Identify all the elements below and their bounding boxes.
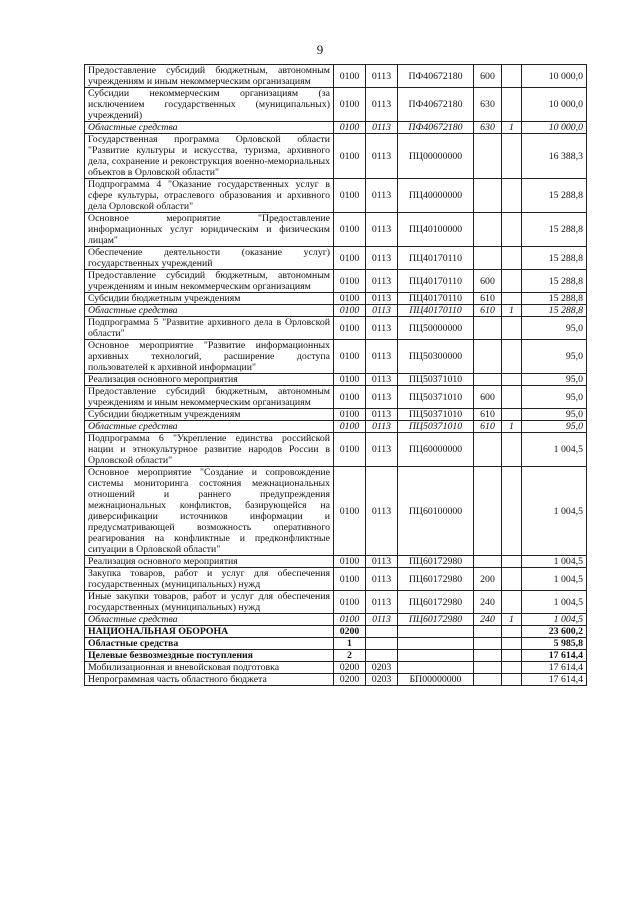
table-row — [85, 179, 587, 213]
section-code: 0100 — [334, 88, 366, 122]
amount: 5 985,8 — [522, 638, 587, 650]
amount: 95,0 — [522, 409, 587, 421]
row-description: Подпрограмма 5 "Развитие архивного дела в Орловской области" — [85, 317, 334, 340]
oblast-funds-row — [85, 122, 587, 134]
expense-type-code — [474, 340, 502, 374]
funding-source-code: 1 — [502, 614, 522, 626]
expense-type-code — [474, 247, 502, 270]
funding-source-code — [502, 650, 522, 662]
expense-type-code: 630 — [474, 122, 502, 134]
target-article-code: ПФ40672180 — [398, 65, 474, 88]
expense-type-code: 240 — [474, 614, 502, 626]
target-article-code: ПЦ60172980 — [398, 556, 474, 568]
amount: 10 000,0 — [522, 65, 587, 88]
subsection-code: 0113 — [366, 305, 398, 317]
section-code: 0200 — [334, 674, 366, 686]
section-code: 0100 — [334, 591, 366, 614]
amount: 17 614,4 — [522, 674, 587, 686]
row-description: Реализация основного мероприятия — [85, 556, 334, 568]
row-description: Реализация основного мероприятия — [85, 374, 334, 386]
funding-source-code — [502, 270, 522, 293]
row-description: Областные средства — [85, 122, 334, 134]
table-row — [85, 674, 587, 686]
table-row — [85, 568, 587, 591]
funding-source-code: 1 — [502, 421, 522, 433]
expense-type-code — [474, 674, 502, 686]
row-description: Целевые безвозмездные поступления — [85, 650, 334, 662]
amount: 95,0 — [522, 317, 587, 340]
subsection-code: 0113 — [366, 374, 398, 386]
table-row — [85, 556, 587, 568]
target-article-code — [398, 650, 474, 662]
funding-source-code — [502, 134, 522, 179]
funding-source-code — [502, 662, 522, 674]
section-code: 2 — [334, 650, 366, 662]
target-article-code: ПЦ60000000 — [398, 433, 474, 467]
section-code: 0100 — [334, 374, 366, 386]
row-description: Областные средства — [85, 305, 334, 317]
subsection-code: 0113 — [366, 421, 398, 433]
funding-source-code — [502, 340, 522, 374]
row-description: Областные средства — [85, 421, 334, 433]
funding-source-code — [502, 638, 522, 650]
funding-source-code — [502, 467, 522, 556]
table-row — [85, 662, 587, 674]
subsection-code: 0113 — [366, 65, 398, 88]
amount: 95,0 — [522, 386, 587, 409]
amount: 16 388,3 — [522, 134, 587, 179]
row-description: Мобилизационная и вневойсковая подготовка — [85, 662, 334, 674]
row-description: Предоставление субсидий бюджетным, автономным учреждениям и иным некоммерческим организациям — [85, 386, 334, 409]
row-description: Областные средства — [85, 638, 334, 650]
target-article-code: ПЦ60172980 — [398, 568, 474, 591]
subsection-code: 0113 — [366, 556, 398, 568]
section-code: 0100 — [334, 122, 366, 134]
table-row — [85, 409, 587, 421]
funding-source-code — [502, 293, 522, 305]
section-code: 0100 — [334, 179, 366, 213]
amount: 1 004,5 — [522, 467, 587, 556]
section-code: 0100 — [334, 556, 366, 568]
subsection-code: 0113 — [366, 568, 398, 591]
section-code: 0100 — [334, 270, 366, 293]
table-row — [85, 467, 587, 556]
target-article-code: ПЦ40170110 — [398, 293, 474, 305]
amount: 15 288,8 — [522, 213, 587, 247]
table-row — [85, 88, 587, 122]
table-row — [85, 134, 587, 179]
amount: 1 004,5 — [522, 614, 587, 626]
target-article-code: ПЦ50371010 — [398, 409, 474, 421]
expense-type-code — [474, 213, 502, 247]
subsection-code: 0113 — [366, 591, 398, 614]
subsection-code — [366, 650, 398, 662]
table-row — [85, 293, 587, 305]
subsection-code: 0113 — [366, 122, 398, 134]
section-code: 0100 — [334, 247, 366, 270]
target-article-code: ПЦ50371010 — [398, 421, 474, 433]
subsection-code: 0113 — [366, 213, 398, 247]
table-row — [85, 433, 587, 467]
expense-type-code: 610 — [474, 293, 502, 305]
row-description: Предоставление субсидий бюджетным, автономным учреждениям и иным некоммерческим организациям — [85, 270, 334, 293]
target-article-code: ПЦ40170110 — [398, 270, 474, 293]
target-article-code: ПФ40672180 — [398, 88, 474, 122]
expense-type-code: 630 — [474, 88, 502, 122]
row-description: Субсидии некоммерческим организациям (за исключением государственных (муниципальных) учреждений) — [85, 88, 334, 122]
row-description: Областные средства — [85, 614, 334, 626]
expense-type-code: 610 — [474, 409, 502, 421]
section-code: 0100 — [334, 65, 366, 88]
amount: 10 000,0 — [522, 122, 587, 134]
funding-source-code: 1 — [502, 305, 522, 317]
summary-row — [85, 650, 587, 662]
amount: 17 614,4 — [522, 650, 587, 662]
section-code: 0100 — [334, 467, 366, 556]
subsection-code: 0113 — [366, 433, 398, 467]
subsection-code: 0113 — [366, 247, 398, 270]
amount: 1 004,5 — [522, 568, 587, 591]
target-article-code: ПЦ40000000 — [398, 179, 474, 213]
amount: 15 288,8 — [522, 179, 587, 213]
budget-table — [84, 64, 587, 686]
subsection-code — [366, 638, 398, 650]
page-number: 9 — [316, 42, 324, 57]
subsection-code: 0203 — [366, 674, 398, 686]
funding-source-code — [502, 247, 522, 270]
funding-source-code — [502, 674, 522, 686]
funding-source-code — [502, 433, 522, 467]
row-description: Обеспечение деятельности (оказание услуг) государственных учреждений — [85, 247, 334, 270]
target-article-code: ПЦ40170110 — [398, 305, 474, 317]
row-description: Непрограммная часть областного бюджета — [85, 674, 334, 686]
amount: 95,0 — [522, 421, 587, 433]
section-code: 0200 — [334, 626, 366, 638]
section-code: 0100 — [334, 409, 366, 421]
target-article-code: ПЦ60100000 — [398, 467, 474, 556]
target-article-code: ПЦ50000000 — [398, 317, 474, 340]
subsection-code: 0113 — [366, 409, 398, 421]
funding-source-code — [502, 213, 522, 247]
target-article-code: ПЦ50371010 — [398, 386, 474, 409]
expense-type-code: 200 — [474, 568, 502, 591]
expense-type-code: 600 — [474, 65, 502, 88]
expense-type-code — [474, 317, 502, 340]
section-code: 0100 — [334, 340, 366, 374]
table-row — [85, 213, 587, 247]
table-row — [85, 317, 587, 340]
expense-type-code: 600 — [474, 386, 502, 409]
expense-type-code — [474, 467, 502, 556]
subsection-code: 0113 — [366, 179, 398, 213]
row-description: Государственная программа Орловской области "Развитие культуры и искусства, туризма, архивного дела, сохранение и реконструкция военно-мемориальных объектов в Орловской области" — [85, 134, 334, 179]
oblast-funds-row — [85, 305, 587, 317]
row-description: Основное мероприятие "Развитие информационных архивных технологий, расширение доступа пользователей к архивной информации" — [85, 340, 334, 374]
amount: 15 288,8 — [522, 270, 587, 293]
expense-type-code — [474, 626, 502, 638]
section-code: 0100 — [334, 213, 366, 247]
table-row — [85, 374, 587, 386]
amount: 23 600,2 — [522, 626, 587, 638]
amount: 10 000,0 — [522, 88, 587, 122]
section-code: 1 — [334, 638, 366, 650]
funding-source-code — [502, 65, 522, 88]
amount: 1 004,5 — [522, 433, 587, 467]
funding-source-code — [502, 88, 522, 122]
table-row — [85, 247, 587, 270]
subsection-code: 0113 — [366, 317, 398, 340]
section-code: 0100 — [334, 305, 366, 317]
target-article-code — [398, 638, 474, 650]
target-article-code: ПЦ50300000 — [398, 340, 474, 374]
target-article-code: ПЦ40170110 — [398, 247, 474, 270]
section-code: 0200 — [334, 662, 366, 674]
expense-type-code — [474, 374, 502, 386]
row-description: Подпрограмма 4 "Оказание государственных услуг в сфере культуры, отраслевого образования и архивного дела Орловской области" — [85, 179, 334, 213]
expense-type-code — [474, 650, 502, 662]
amount: 1 004,5 — [522, 591, 587, 614]
funding-source-code — [502, 409, 522, 421]
budget-table-body — [85, 65, 587, 686]
row-description: Субсидии бюджетным учреждениям — [85, 293, 334, 305]
section-code: 0100 — [334, 134, 366, 179]
expense-type-code: 240 — [474, 591, 502, 614]
row-description: Подпрограмма 6 "Укрепление единства российской нации и этнокультурное развитие народов России в Орловской области" — [85, 433, 334, 467]
section-code: 0100 — [334, 317, 366, 340]
row-description: Иные закупки товаров, работ и услуг для обеспечения государственных (муниципальных) нужд — [85, 591, 334, 614]
expense-type-code — [474, 179, 502, 213]
row-description: Предоставление субсидий бюджетным, автономным учреждениям и иным некоммерческим организациям — [85, 65, 334, 88]
expense-type-code — [474, 433, 502, 467]
target-article-code: ПЦ00000000 — [398, 134, 474, 179]
amount: 95,0 — [522, 374, 587, 386]
table-row — [85, 65, 587, 88]
amount: 15 288,8 — [522, 305, 587, 317]
amount: 15 288,8 — [522, 293, 587, 305]
funding-source-code — [502, 556, 522, 568]
target-article-code — [398, 626, 474, 638]
subsection-code: 0113 — [366, 467, 398, 556]
target-article-code: БП00000000 — [398, 674, 474, 686]
target-article-code: ПЦ60172980 — [398, 614, 474, 626]
row-description: Субсидии бюджетным учреждениям — [85, 409, 334, 421]
target-article-code: ПЦ40100000 — [398, 213, 474, 247]
expense-type-code — [474, 556, 502, 568]
row-description: Основное мероприятие "Предоставление информационных услуг юридическим и физическим лицам" — [85, 213, 334, 247]
section-code: 0100 — [334, 421, 366, 433]
section-code: 0100 — [334, 386, 366, 409]
target-article-code: ПЦ60172980 — [398, 591, 474, 614]
subsection-code: 0113 — [366, 134, 398, 179]
amount: 15 288,8 — [522, 247, 587, 270]
funding-source-code — [502, 386, 522, 409]
row-description: Основное мероприятие "Создание и сопровождение системы мониторинга состояния межнациональных отношений и раннего предупреждения межнациональных конфликтов, базирующейся на диверсификации источников информации и предусматривающей возможность оперативного реагирования на конфликтные и предконфликтные ситуации в Орловской области" — [85, 467, 334, 556]
funding-source-code — [502, 179, 522, 213]
row-description: Закупка товаров, работ и услуг для обеспечения государственных (муниципальных) нужд — [85, 568, 334, 591]
expense-type-code: 610 — [474, 421, 502, 433]
target-article-code — [398, 662, 474, 674]
table-row — [85, 591, 587, 614]
expense-type-code: 610 — [474, 305, 502, 317]
amount: 95,0 — [522, 340, 587, 374]
table-row — [85, 270, 587, 293]
target-article-code: ПЦ50371010 — [398, 374, 474, 386]
funding-source-code — [502, 591, 522, 614]
target-article-code: ПФ40672180 — [398, 122, 474, 134]
subsection-code: 0203 — [366, 662, 398, 674]
amount: 1 004,5 — [522, 556, 587, 568]
expense-type-code — [474, 134, 502, 179]
funding-source-code: 1 — [502, 122, 522, 134]
expense-type-code — [474, 662, 502, 674]
funding-source-code — [502, 568, 522, 591]
summary-row — [85, 638, 587, 650]
oblast-funds-row — [85, 614, 587, 626]
subsection-code: 0113 — [366, 88, 398, 122]
table-row — [85, 340, 587, 374]
section-code: 0100 — [334, 433, 366, 467]
subsection-code: 0113 — [366, 293, 398, 305]
expense-type-code — [474, 638, 502, 650]
funding-source-code — [502, 317, 522, 340]
summary-row — [85, 626, 587, 638]
section-code: 0100 — [334, 614, 366, 626]
funding-source-code — [502, 626, 522, 638]
subsection-code — [366, 626, 398, 638]
section-code: 0100 — [334, 293, 366, 305]
amount: 17 614,4 — [522, 662, 587, 674]
subsection-code: 0113 — [366, 340, 398, 374]
oblast-funds-row — [85, 421, 587, 433]
section-code: 0100 — [334, 568, 366, 591]
subsection-code: 0113 — [366, 270, 398, 293]
funding-source-code — [502, 374, 522, 386]
subsection-code: 0113 — [366, 614, 398, 626]
row-description: НАЦИОНАЛЬНАЯ ОБОРОНА — [85, 626, 334, 638]
subsection-code: 0113 — [366, 386, 398, 409]
expense-type-code: 600 — [474, 270, 502, 293]
table-row — [85, 386, 587, 409]
